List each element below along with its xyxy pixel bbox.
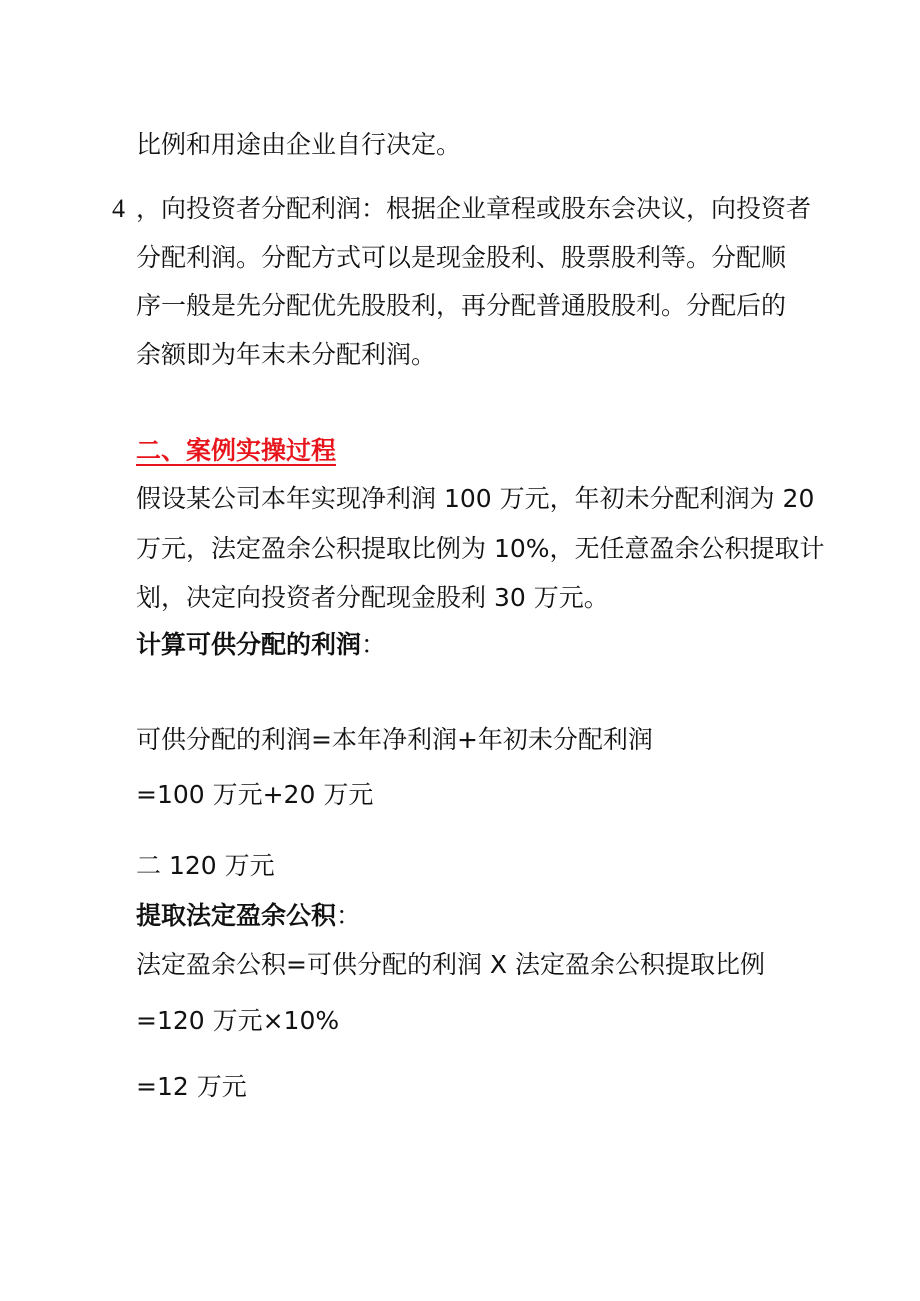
calc-title: 计算可供分配的利润: [136, 630, 362, 659]
case-line: 万元，法定盈余公积提取比例为 10%，无任意盈余公积提取计: [136, 534, 825, 563]
formula-result: 二 120 万元: [136, 851, 275, 880]
calc-title: 提取法定盈余公积: [136, 901, 337, 930]
formula-result: =12 万元: [136, 1072, 247, 1101]
case-line: 划，决定向投资者分配现金股利 30 万元。: [136, 583, 609, 612]
formula-line: 法定盈余公积=可供分配的利润 X 法定盈余公积提取比例: [136, 950, 765, 979]
list-number: 4: [112, 194, 125, 223]
formula-step: =120 万元×10%: [136, 1006, 340, 1035]
calc-title-row: [136, 627, 386, 663]
paragraph-line: 比例和用途由企业自行决定。: [136, 130, 462, 159]
calc-title-colon: ：: [336, 901, 362, 930]
calc-title-row: [136, 898, 361, 934]
case-line: 假设某公司本年实现净利润 100 万元，年初未分配利润为 20: [136, 484, 815, 513]
calc-title-colon: ：: [361, 630, 387, 659]
formula-step: =100 万元+20 万元: [136, 780, 374, 809]
list-item-line: 分配利润。分配方式可以是现金股利、股票股利等。分配顺: [136, 243, 787, 272]
list-item-line: ，向投资者分配利润：根据企业章程或股东会决议，向投资者: [136, 194, 812, 223]
section-heading: 二、案例实操过程: [136, 436, 337, 465]
list-item-line: 余额即为年末未分配利润。: [136, 340, 437, 369]
formula-line: 可供分配的利润=本年净利润+年初未分配利润: [136, 725, 653, 754]
list-item-line: 序一般是先分配优先股股利，再分配普通股股利。分配后的: [136, 291, 787, 320]
